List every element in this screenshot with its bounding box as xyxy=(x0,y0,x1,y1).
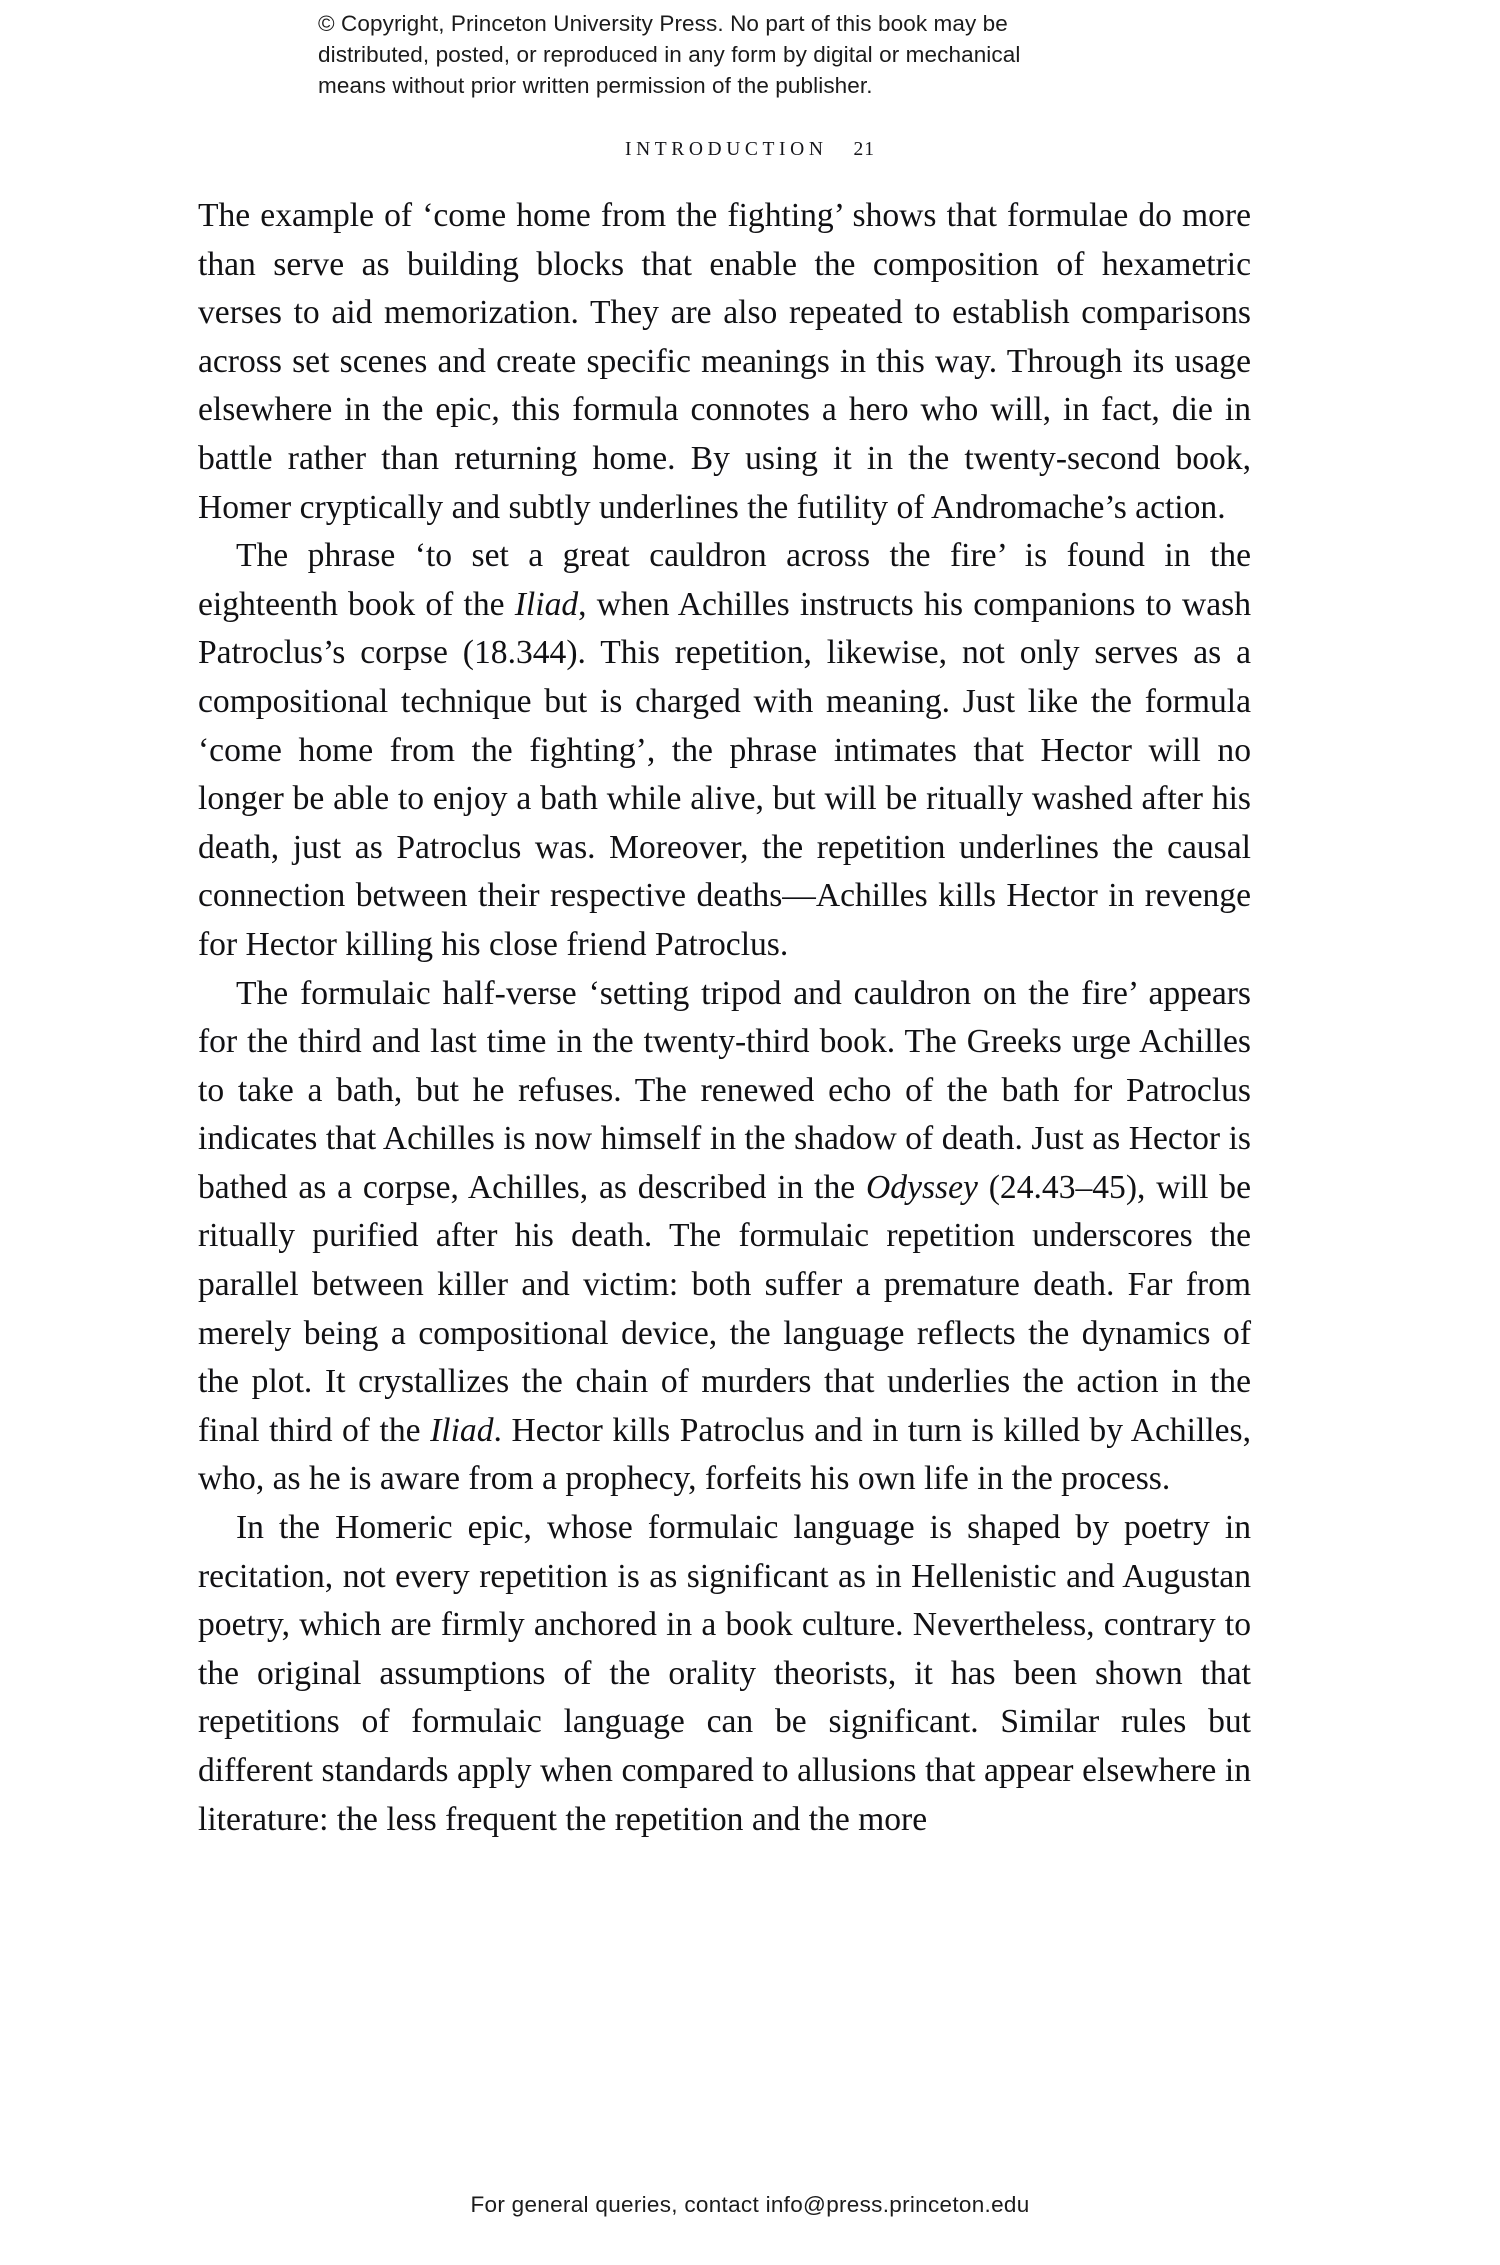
paragraph: The formulaic half-verse ‘setting tripod and cauldron on the fire’ appears for the third and last time in the twenty-third book. The Greeks urge Achilles to take a bath, but he refuses. The renewed echo of the bath for Patroclus indicates that Achilles is now himself in the shadow of death. Just as Hector is bathed as a corpse, Achilles, as described in the Odyssey (24.43–45), will be ritually purified after his death. The formulaic repetition underscores the parallel between killer and victim: both suffer a premature death. Far from merely being a compositional device, the language reflects the dynamics of the plot. It crystallizes the chain of murders that underlies the action in the final third of the Iliad. Hector kills Patroclus and in turn is killed by Achilles, who, as he is aware from a prophecy, forfeits his own life in the process. xyxy=(198,974,1251,1498)
running-head-title: INTRODUCTION xyxy=(624,139,828,160)
copyright-notice-line-1: © Copyright, Princeton University Press. No part of this book may be xyxy=(318,11,1008,36)
page-footer: For general queries, contact info@press.princeton.edu xyxy=(470,2192,1030,2217)
page-number: 21 xyxy=(853,139,876,160)
copyright-notice xyxy=(318,8,1178,101)
copyright-notice-line-2: distributed, posted, or reproduced in any form by digital or mechanical xyxy=(318,42,1021,68)
paragraph: The phrase ‘to set a great cauldron across the fire’ is found in the eighteenth book of the Iliad, when Achilles instructs his companions to wash Patroclus’s corpse (18.344). This repetition, likewise, not only serves as a compositional technique but is charged with meaning. Just like the formula ‘come home from the fighting’, the phrase intimates that Hector will no longer be able to enjoy a bath while alive, but will be ritually washed after his death, just as Patroclus was. Moreover, the repetition underlines the causal connection between their respective deaths—Achilles kills Hector in revenge for Hector killing his close friend Patroclus. xyxy=(198,537,1251,963)
paragraph: The example of ‘come home from the fighting’ shows that formulae do more than serve as building blocks that enable the composition of hexametric verses to aid memorization. They are also repeated to establish comparisons across set scenes and create specific meanings in this way. Through its usage elsewhere in the epic, this formula connotes a hero who will, in fact, die in battle rather than returning home. By using it in the twenty-second book, Homer cryptically and subtly underlines the futility of Andromache’s action. xyxy=(198,197,1251,526)
body-text-block xyxy=(198,192,1251,1844)
copyright-notice-line-3: means without prior written permission of the publisher. xyxy=(318,73,873,99)
paragraph: In the Homeric epic, whose formulaic language is shaped by poetry in recitation, not every repetition is as significant as in Hellenistic and Augustan poetry, which are firmly anchored in a book culture. Nevertheless, contrary to the original assumptions of the orality theorists, it has been shown that repetitions of formulaic language can be significant. Similar rules but different standards apply when compared to allusions that appear elsewhere in literature: the less frequent the repetition and the more xyxy=(198,1509,1251,1838)
running-head xyxy=(0,139,1500,161)
